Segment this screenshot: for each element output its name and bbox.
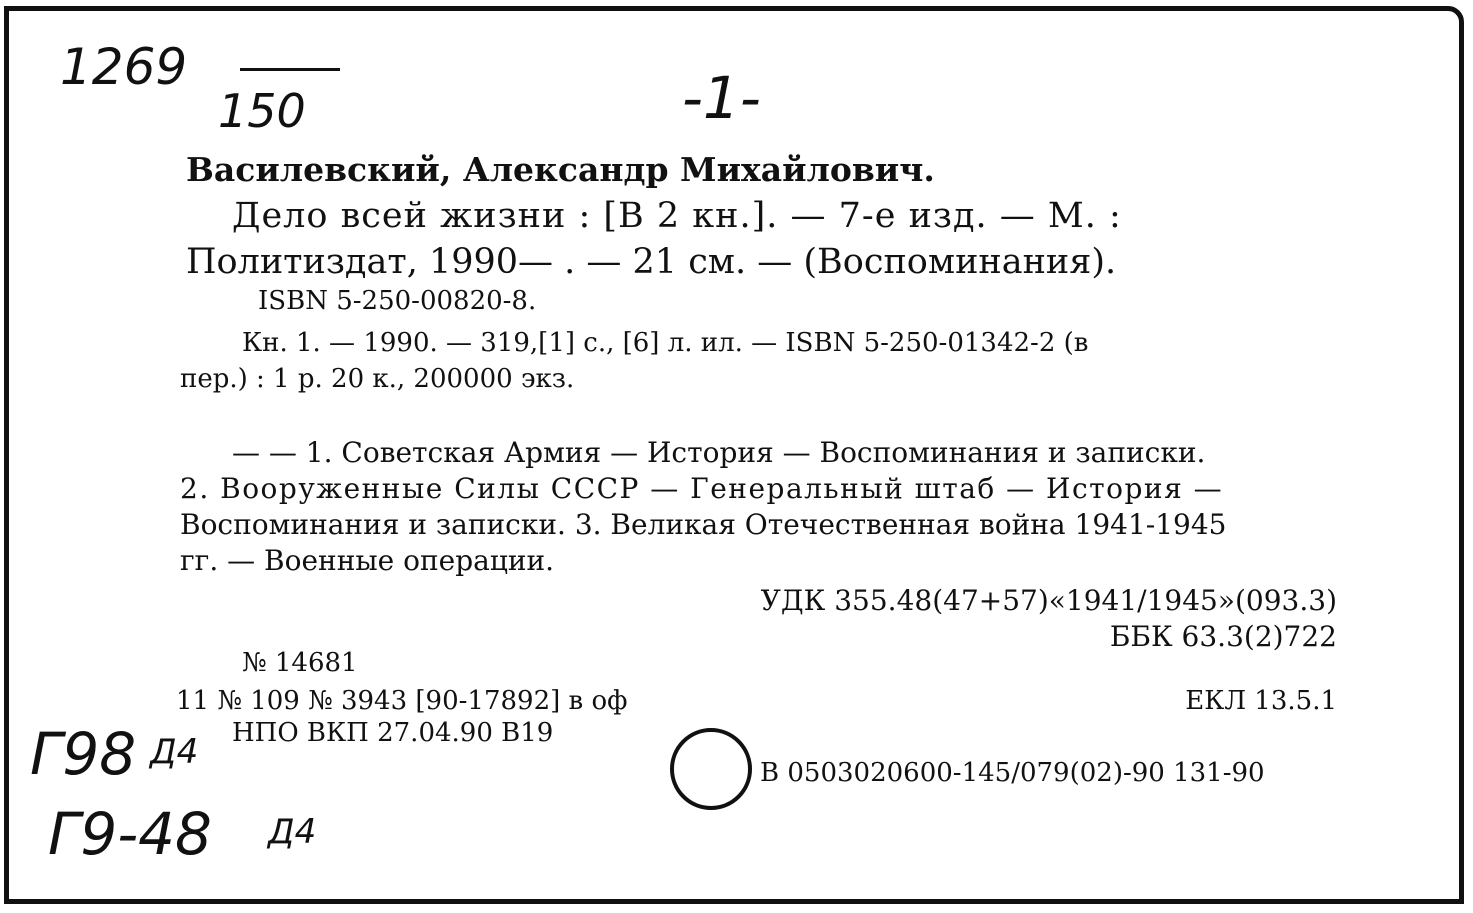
card-number: № 14681 <box>242 648 358 678</box>
subject-line-3: Воспоминания и записки. 3. Великая Отечественная война 1941-1945 <box>180 508 1227 541</box>
subject-line-2: 2. Вооруженные Силы СССР — Генеральный штаб — История — <box>180 472 1224 505</box>
handwritten-number-top: 1269 <box>60 38 188 96</box>
volume-line-2: пер.) : 1 р. 20 к., 200000 экз. <box>180 364 575 394</box>
publisher-code: В 0503020600-145/079(02)-90 131-90 <box>760 758 1265 788</box>
handwritten-code-1-super: Д4 <box>150 732 199 772</box>
ekl-code: ЕКЛ 13.5.1 <box>1185 686 1337 716</box>
handwritten-code-1: Г98 <box>30 720 137 788</box>
udk-code: УДК 355.48(47+57)«1941/1945»(093.3) <box>760 584 1337 617</box>
title-line-1: Дело всей жизни : [В 2 кн.]. — 7-е изд. — М. : <box>232 196 1122 236</box>
handwritten-code-2: Г9-48 <box>48 800 212 868</box>
subject-line-4: гг. — Военные операции. <box>180 544 555 577</box>
bbk-code: ББК 63.3(2)722 <box>1109 620 1337 653</box>
author-heading: Василевский, Александр Михайлович. <box>186 150 935 189</box>
volume-line-1: Кн. 1. — 1990. — 319,[1] с., [6] л. ил. — ISBN 5-250-01342-2 (в <box>242 328 1089 358</box>
stamp-circle <box>670 728 752 810</box>
handwritten-code-2-super: Д4 <box>268 812 317 852</box>
subject-line-1: — — 1. Советская Армия — История — Воспоминания и записки. <box>232 436 1206 469</box>
isbn-set: ISBN 5-250-00820-8. <box>258 286 537 316</box>
handwritten-number-bottom: 150 <box>218 84 306 138</box>
npo-line: НПО ВКП 27.04.90 В19 <box>232 718 554 748</box>
handwritten-fraction-line <box>240 68 340 71</box>
handwritten-page-marker: -1- <box>682 64 761 132</box>
order-line: 11 № 109 № 3943 [90-17892] в оф <box>176 686 628 716</box>
title-line-2: Политиздат, 1990— . — 21 см. — (Воспоминания). <box>186 242 1117 282</box>
